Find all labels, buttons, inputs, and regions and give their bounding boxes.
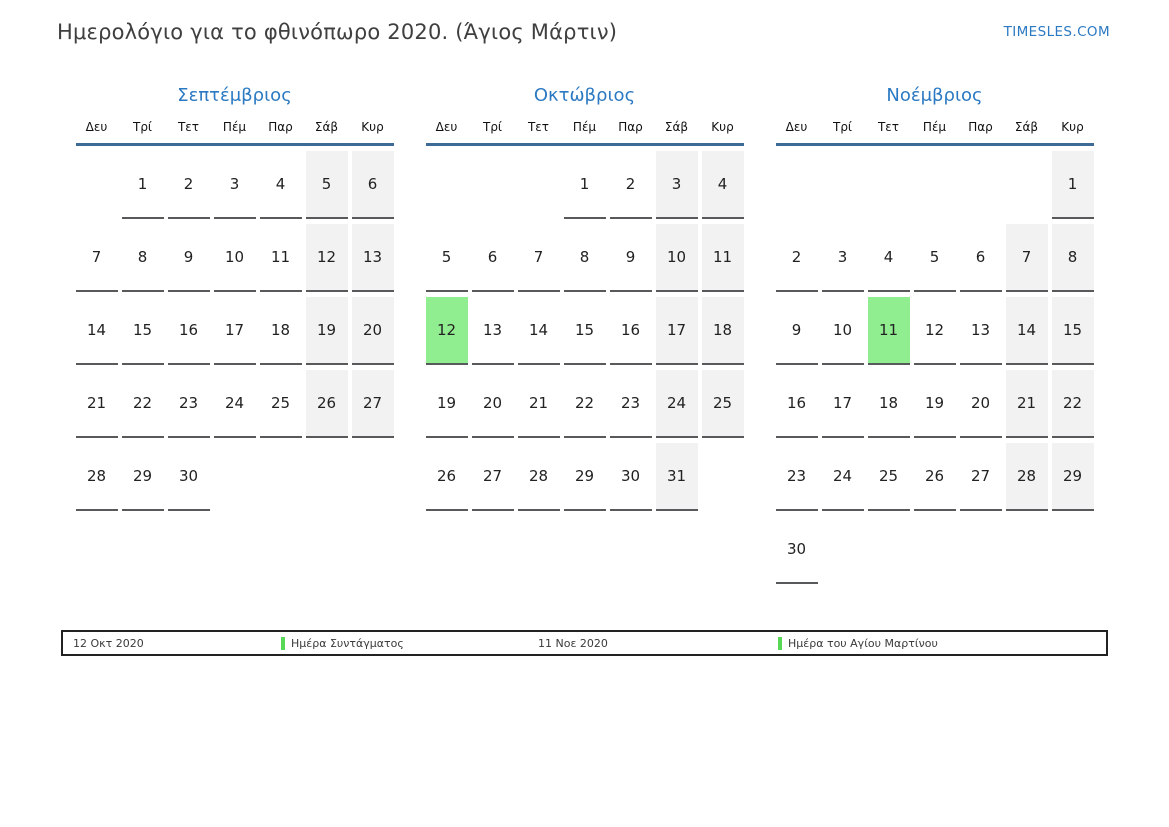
weekday-label: Τετ	[877, 120, 900, 134]
day-cell: 4	[260, 151, 302, 219]
day-cell: 3	[214, 151, 256, 219]
day-cell: 15	[564, 297, 606, 365]
day-cell: 18	[868, 370, 910, 438]
day-cell: 7	[518, 224, 560, 292]
day-cell: 30	[168, 443, 210, 511]
day-cell: 5	[306, 151, 348, 219]
day-cell: 13	[352, 224, 394, 292]
weekday-header-row	[776, 120, 1094, 146]
holiday-legend	[61, 630, 1108, 656]
day-cell: 25	[260, 370, 302, 438]
empty-cell	[518, 151, 560, 219]
legend-item	[778, 637, 1106, 650]
month-title: Νοέμβριος	[886, 85, 983, 106]
day-cell: 23	[168, 370, 210, 438]
day-cell: 10	[656, 224, 698, 292]
day-cell: 22	[1052, 370, 1094, 438]
empty-cell	[1052, 516, 1094, 584]
weekday-label: Κυρ	[711, 120, 734, 134]
day-cell: 5	[426, 224, 468, 292]
legend-date: 11 Νοε 2020	[538, 636, 608, 650]
weekday-label: Κυρ	[361, 120, 384, 134]
weekday-label: Πέμ	[572, 120, 597, 134]
day-cell: 4	[868, 224, 910, 292]
weekday-label: Δευ	[435, 120, 458, 134]
day-cell: 6	[960, 224, 1002, 292]
day-cell: 10	[822, 297, 864, 365]
day-cell: 8	[564, 224, 606, 292]
month-grid	[776, 146, 1094, 584]
day-cell: 23	[776, 443, 818, 511]
day-cell: 13	[472, 297, 514, 365]
day-cell: 14	[76, 297, 118, 365]
empty-cell	[868, 151, 910, 219]
empty-cell	[822, 151, 864, 219]
day-cell: 22	[564, 370, 606, 438]
day-cell: 14	[1006, 297, 1048, 365]
day-cell: 15	[1052, 297, 1094, 365]
empty-cell	[352, 443, 394, 511]
day-cell: 12	[306, 224, 348, 292]
day-cell: 16	[168, 297, 210, 365]
day-cell: 20	[352, 297, 394, 365]
day-cell: 24	[822, 443, 864, 511]
day-cell: 29	[564, 443, 606, 511]
day-cell: 8	[1052, 224, 1094, 292]
empty-cell	[306, 443, 348, 511]
day-cell: 23	[610, 370, 652, 438]
empty-cell	[914, 151, 956, 219]
page-title: Ημερολόγιο για το φθινόπωρο 2020. (Άγιος Μάρτιν)	[57, 20, 618, 44]
day-cell: 30	[610, 443, 652, 511]
day-cell: 2	[610, 151, 652, 219]
weekday-label: Τρί	[832, 120, 852, 134]
month-grid	[76, 146, 394, 511]
legend-holiday-name: Ημέρα του Αγίου Μαρτίνου	[788, 636, 938, 650]
day-cell: 9	[168, 224, 210, 292]
empty-cell	[822, 516, 864, 584]
legend-date: 12 Οκτ 2020	[73, 636, 144, 650]
day-cell: 2	[776, 224, 818, 292]
day-cell: 19	[914, 370, 956, 438]
holiday-marker-icon	[778, 637, 782, 650]
empty-cell	[776, 151, 818, 219]
day-cell: 24	[214, 370, 256, 438]
day-cell: 14	[518, 297, 560, 365]
day-cell: 27	[960, 443, 1002, 511]
day-cell: 7	[1006, 224, 1048, 292]
day-cell: 16	[610, 297, 652, 365]
weekday-label: Παρ	[618, 120, 643, 134]
day-cell: 18	[260, 297, 302, 365]
day-cell: 11	[702, 224, 744, 292]
day-cell: 17	[822, 370, 864, 438]
day-cell: 6	[472, 224, 514, 292]
day-cell: 26	[426, 443, 468, 511]
holiday-day-cell: 12	[426, 297, 468, 365]
empty-cell	[868, 516, 910, 584]
day-cell: 1	[564, 151, 606, 219]
month-grid	[426, 146, 744, 511]
month-october	[426, 85, 744, 511]
weekday-label: Τρί	[482, 120, 502, 134]
day-cell: 1	[1052, 151, 1094, 219]
empty-cell	[426, 151, 468, 219]
day-cell: 1	[122, 151, 164, 219]
day-cell: 20	[960, 370, 1002, 438]
weekday-label: Δευ	[85, 120, 108, 134]
empty-cell	[914, 516, 956, 584]
day-cell: 2	[168, 151, 210, 219]
day-cell: 22	[122, 370, 164, 438]
day-cell: 19	[306, 297, 348, 365]
month-title: Σεπτέμβριος	[177, 85, 292, 106]
legend-holiday-name: Ημέρα Συντάγματος	[291, 636, 404, 650]
day-cell: 24	[656, 370, 698, 438]
day-cell: 28	[1006, 443, 1048, 511]
day-cell: 26	[306, 370, 348, 438]
day-cell: 21	[76, 370, 118, 438]
day-cell: 27	[352, 370, 394, 438]
day-cell: 28	[518, 443, 560, 511]
day-cell: 29	[122, 443, 164, 511]
weekday-label: Σάβ	[1014, 120, 1039, 134]
weekday-label: Πέμ	[922, 120, 947, 134]
day-cell: 21	[518, 370, 560, 438]
weekday-label: Πέμ	[222, 120, 247, 134]
weekday-header-row	[426, 120, 744, 146]
weekday-label: Τετ	[527, 120, 550, 134]
holiday-marker-icon	[281, 637, 285, 650]
day-cell: 6	[352, 151, 394, 219]
weekday-label: Κυρ	[1061, 120, 1084, 134]
month-title: Οκτώβριος	[533, 85, 636, 106]
day-cell: 25	[868, 443, 910, 511]
day-cell: 21	[1006, 370, 1048, 438]
weekday-label: Παρ	[268, 120, 293, 134]
day-cell: 9	[776, 297, 818, 365]
day-cell: 12	[914, 297, 956, 365]
day-cell: 4	[702, 151, 744, 219]
site-logo-link[interactable]: TIMESLES.COM	[1003, 24, 1110, 40]
empty-cell	[472, 151, 514, 219]
day-cell: 29	[1052, 443, 1094, 511]
empty-cell	[1006, 516, 1048, 584]
empty-cell	[702, 443, 744, 511]
day-cell: 3	[656, 151, 698, 219]
weekday-label: Σάβ	[314, 120, 339, 134]
day-cell: 27	[472, 443, 514, 511]
weekday-label: Τετ	[177, 120, 200, 134]
day-cell: 17	[214, 297, 256, 365]
day-cell: 31	[656, 443, 698, 511]
empty-cell	[960, 516, 1002, 584]
day-cell: 5	[914, 224, 956, 292]
day-cell: 13	[960, 297, 1002, 365]
day-cell: 28	[76, 443, 118, 511]
day-cell: 15	[122, 297, 164, 365]
empty-cell	[960, 151, 1002, 219]
holiday-day-cell: 11	[868, 297, 910, 365]
day-cell: 25	[702, 370, 744, 438]
day-cell: 9	[610, 224, 652, 292]
day-cell: 16	[776, 370, 818, 438]
month-november	[776, 85, 1094, 584]
day-cell: 26	[914, 443, 956, 511]
empty-cell	[1006, 151, 1048, 219]
day-cell: 10	[214, 224, 256, 292]
empty-cell	[214, 443, 256, 511]
legend-item	[281, 637, 538, 650]
day-cell: 20	[472, 370, 514, 438]
empty-cell	[260, 443, 302, 511]
day-cell: 8	[122, 224, 164, 292]
day-cell: 11	[260, 224, 302, 292]
weekday-label: Σάβ	[664, 120, 689, 134]
empty-cell	[76, 151, 118, 219]
day-cell: 18	[702, 297, 744, 365]
weekday-header-row	[76, 120, 394, 146]
page-header	[0, 0, 1169, 45]
day-cell: 19	[426, 370, 468, 438]
month-september	[76, 85, 394, 511]
day-cell: 17	[656, 297, 698, 365]
weekday-label: Τρί	[132, 120, 152, 134]
weekday-label: Δευ	[785, 120, 808, 134]
calendars	[76, 85, 1094, 584]
weekday-label: Παρ	[968, 120, 993, 134]
day-cell: 3	[822, 224, 864, 292]
day-cell: 30	[776, 516, 818, 584]
day-cell: 7	[76, 224, 118, 292]
